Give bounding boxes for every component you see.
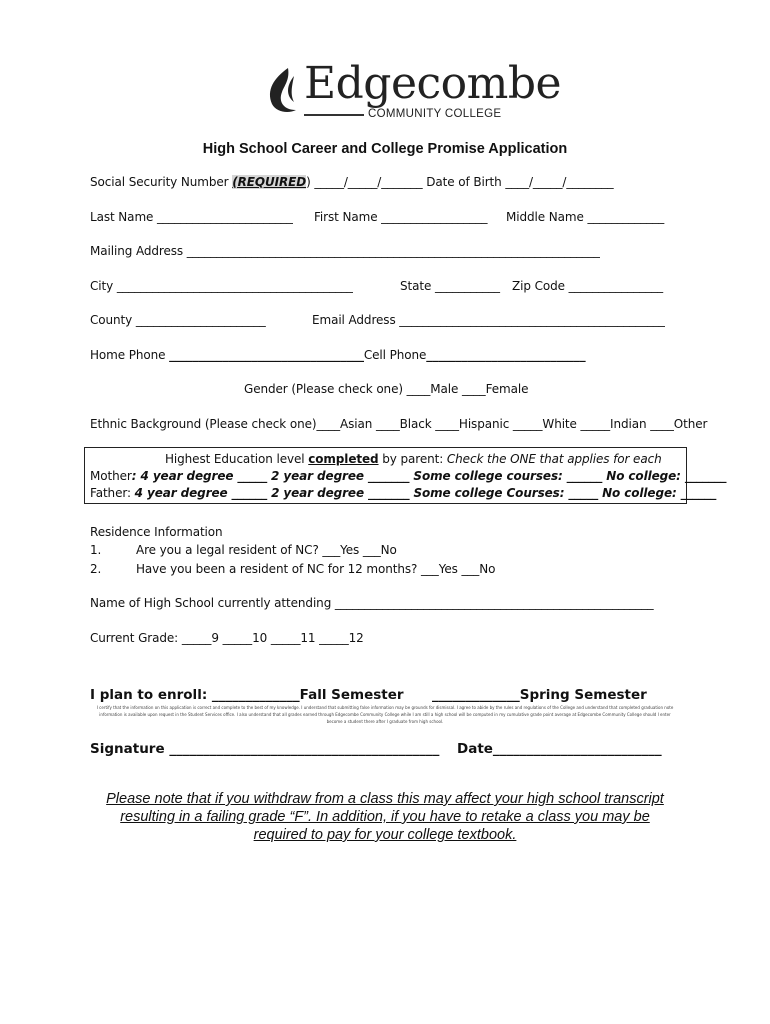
high-school-field[interactable]: Name of High School currently attending ______________________________________________________ bbox=[90, 596, 654, 610]
father-options[interactable]: 4 year degree ______ 2 year degree _______ Some college Courses: _____ No college: ______ bbox=[134, 486, 717, 500]
note-line-1: Please note that if you withdraw from a class this may affect your high school transcript bbox=[106, 791, 664, 807]
middle-name-field[interactable]: Middle Name _____________ bbox=[506, 210, 665, 224]
zip-field[interactable]: Zip Code ________________ bbox=[512, 279, 664, 293]
first-name-field[interactable]: First Name __________________ bbox=[314, 210, 488, 224]
home-phone-label: Home Phone bbox=[90, 348, 170, 362]
current-grade-field[interactable]: Current Grade: _____9 _____10 _____11 _____12 bbox=[90, 631, 364, 645]
cell-phone-field[interactable]: ___________________________ bbox=[426, 348, 586, 362]
fine-print-line-2: information is available upon request in the Student Services office. I also understand that all grades earned through Edgecombe Community College while I am still a high school will be computed in my cumulative grade point average at Edgecombe Community College should I enter bbox=[99, 712, 671, 717]
enroll-spring[interactable]: _____________Spring Semester bbox=[432, 687, 647, 703]
ssn-field[interactable]: ) _____/_____/_______ bbox=[306, 175, 423, 189]
cell-phone-label: Cell Phone bbox=[363, 348, 427, 362]
college-logo bbox=[264, 58, 562, 126]
residence-q2-number: 2. bbox=[90, 562, 102, 576]
education-heading-post: by parent: bbox=[378, 452, 447, 466]
last-name-field[interactable]: Last Name _______________________ bbox=[90, 210, 293, 224]
residence-q1-number: 1. bbox=[90, 543, 102, 557]
date-field[interactable]: Date_________________________ bbox=[457, 741, 662, 757]
phone-line bbox=[90, 348, 586, 362]
education-completed: completed bbox=[308, 452, 379, 466]
residence-q2[interactable]: Have you been a resident of NC for 12 months? ___Yes ___No bbox=[136, 562, 496, 576]
education-heading bbox=[165, 452, 662, 466]
mailing-address-field[interactable]: Mailing Address ______________________________________________________________________ bbox=[90, 244, 600, 258]
parent-education-box bbox=[84, 447, 727, 504]
mother-options[interactable]: : 4 year degree _____ 2 year degree _______ Some college courses: ______ No college: _______ bbox=[131, 469, 727, 483]
gender-field[interactable]: Gender (Please check one) ____Male ____Female bbox=[244, 382, 529, 396]
residence-q1[interactable]: Are you a legal resident of NC? ___Yes ___No bbox=[136, 543, 397, 557]
ssn-label: Social Security Number bbox=[90, 175, 233, 189]
mother-education-row[interactable] bbox=[90, 469, 726, 483]
flame-icon bbox=[264, 66, 304, 116]
education-heading-pre: Highest Education level bbox=[165, 452, 309, 466]
enroll-fall[interactable]: I plan to enroll: _____________Fall Semester bbox=[90, 687, 404, 703]
city-field[interactable]: City ________________________________________ bbox=[90, 279, 353, 293]
home-phone-field[interactable]: _________________________________ bbox=[169, 348, 364, 362]
note-line-3: required to pay for your college textbook. bbox=[253, 827, 517, 843]
education-instruction: Check the ONE that applies for each bbox=[446, 452, 662, 466]
note-line-2: resulting in a failing grade “F”. In addition, if you have to retake a class you may be bbox=[120, 809, 650, 825]
fine-print-line-3: become a student there after I graduate from high school. bbox=[326, 719, 444, 724]
dob-field[interactable]: Date of Birth ____/_____/________ bbox=[422, 175, 614, 189]
state-field[interactable]: State ___________ bbox=[400, 279, 500, 293]
logo-subtitle: COMMUNITY COLLEGE bbox=[368, 108, 502, 120]
county-field[interactable]: County ______________________ bbox=[90, 313, 266, 327]
father-education-row[interactable] bbox=[90, 486, 716, 500]
logo-name: Edgecombe bbox=[304, 58, 562, 109]
signature-field[interactable]: Signature ________________________________________ bbox=[90, 741, 440, 757]
father-label: Father: bbox=[90, 486, 135, 500]
fine-print-line-1: I certify that the information on this application is correct and complete to the best of my knowledge. I understand that submitting false information may be grounds for dismissal. I agree to abide by the rules and regulations of the College and understand that completed graduation note bbox=[96, 705, 674, 710]
ssn-line bbox=[90, 175, 614, 189]
required-flag: (REQUIRED bbox=[232, 175, 307, 189]
mother-label: Mother bbox=[90, 469, 132, 483]
residence-heading: Residence Information bbox=[90, 525, 223, 539]
logo-rule bbox=[304, 114, 364, 116]
email-field[interactable]: Email Address _____________________________________________ bbox=[312, 313, 665, 327]
ethnic-field[interactable]: Ethnic Background (Please check one)____Asian ____Black ____Hispanic _____White _____Indian ____Other bbox=[90, 417, 708, 431]
page-title: High School Career and College Promise Application bbox=[202, 141, 568, 157]
